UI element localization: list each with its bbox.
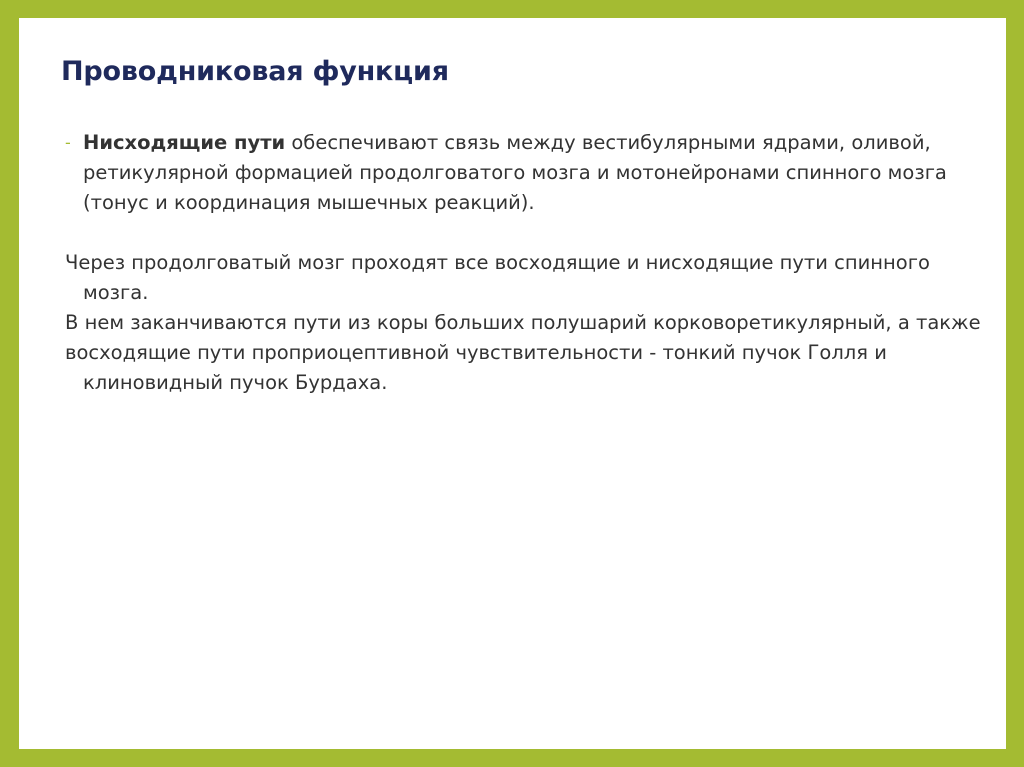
bullet-text: обеспечивают связь между вестибулярными ядрами, оливой, ретикулярной формацией продолговатого мозга и мотонейронами спинного мозга (тонус и координация мышечных реакций).	[83, 131, 947, 214]
bullet-bold-term: Нисходящие пути	[83, 131, 286, 154]
paragraph-ascending-descending: Через продолговатый мозг проходят все восходящие и нисходящие пути спинного мозга.	[65, 251, 930, 304]
slide-body	[65, 128, 985, 398]
slide-title: Проводниковая функция	[61, 56, 449, 87]
bullet-item	[65, 128, 985, 218]
dash-bullet-marker: -	[65, 133, 71, 152]
slide-content	[19, 18, 1006, 749]
paragraph-cortical-paths: В нем заканчиваются пути из коры больших полушарий корковоретикулярный, а также	[65, 311, 981, 334]
paragraph-proprioceptive: восходящие пути проприоцептивной чувствительности - тонкий пучок Голля и клиновидный пучок Бурдаха.	[65, 341, 887, 394]
